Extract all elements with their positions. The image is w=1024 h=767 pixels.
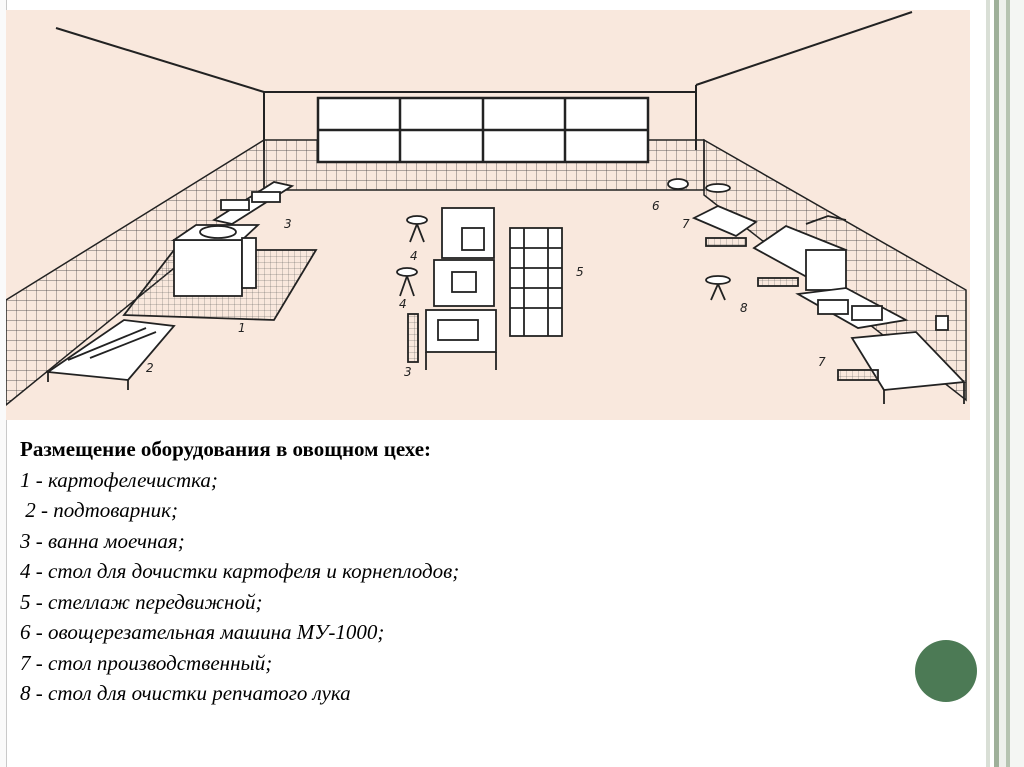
legend-item-6: 6 - овощерезательная машина МУ-1000; (20, 620, 385, 644)
decorative-green-dot (915, 640, 977, 702)
window (318, 98, 648, 162)
legend-item-4: 4 - стол для дочистки картофеля и корнеплодов; (20, 559, 460, 583)
slide-right-border (980, 0, 1024, 767)
legend-item-3: 3 - ванна моечная; (20, 528, 185, 553)
label-8: 8 (740, 301, 748, 315)
equipment-legend (20, 434, 920, 709)
legend-item-7: 7 - стол производственный; (20, 650, 273, 675)
label-4b: 4 (399, 297, 407, 311)
label-3b: 3 (404, 365, 412, 379)
legend-item-5: 5 - стеллаж передвижной; (20, 589, 263, 614)
mobile-rack (510, 228, 562, 336)
legend-item-1: 1 - картофелечистка; (20, 467, 218, 492)
label-2: 2 (146, 361, 154, 375)
label-5: 5 (576, 265, 584, 279)
label-3a: 3 (284, 217, 292, 231)
label-7b: 7 (818, 355, 826, 369)
legend-item-8: 8 - стол для очистки репчатого лука (20, 681, 351, 705)
label-7a: 7 (682, 217, 690, 231)
workshop-drawing (6, 10, 970, 420)
label-1: 1 (238, 321, 246, 335)
wash-tub-center (408, 310, 496, 370)
legend-title: Размещение оборудования в овощном цехе: (20, 437, 432, 461)
label-6: 6 (652, 199, 660, 213)
legend-item-2: 2 - подтоварник; (20, 498, 178, 522)
label-4a: 4 (410, 249, 418, 263)
workshop-illustration (6, 10, 970, 420)
